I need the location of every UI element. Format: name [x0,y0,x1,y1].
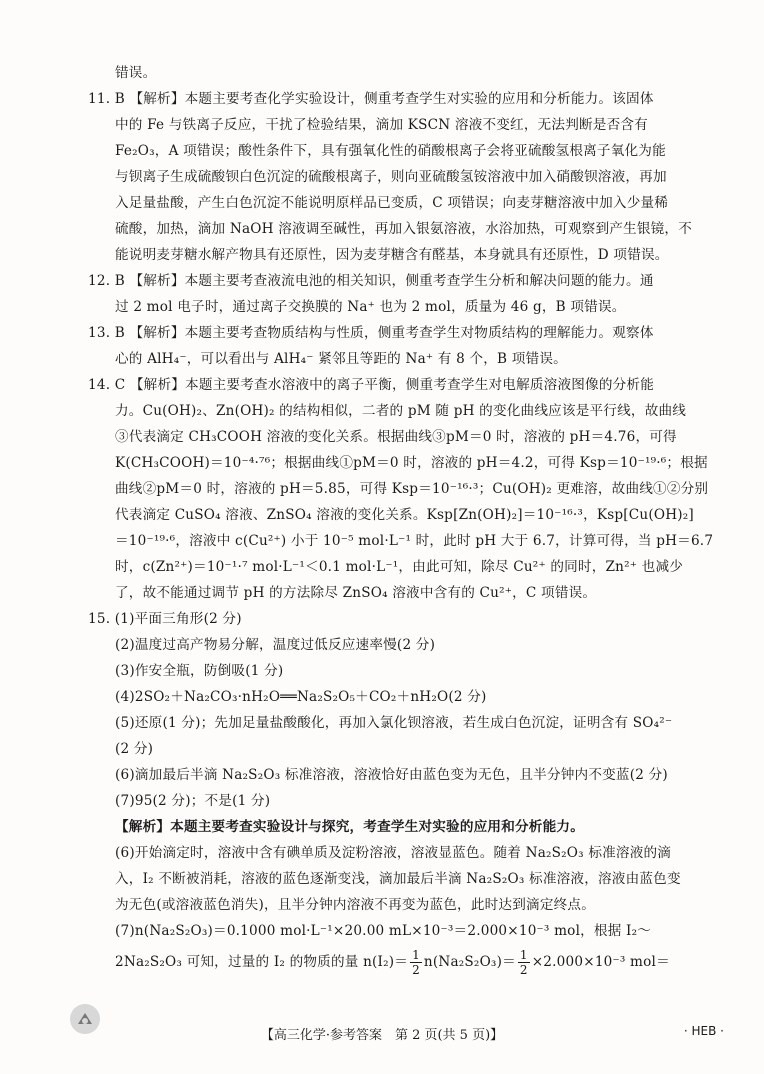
analysis-6: (6)开始滴定时，溶液中含有碘单质及淀粉溶液，溶液显蓝色。随着 Na₂S₂O₃ 标准溶液的滴 [115,845,672,861]
text-line: 为无色(或溶液蓝色消失)，且半分钟内溶液不再变为蓝色，此时达到滴定终点。 [115,897,595,913]
text-line: 能说明麦芽糖水解产物具有还原性，因为麦芽糖含有醛基，本身就具有还原性，D 项错误。 [115,247,669,263]
text-line: 力。Cu(OH)₂、Zn(OH)₂ 的结构相似，二者的 pM 随 pH 的变化曲线应该是平行线，故曲线 [115,403,687,419]
text-line: 入，I₂ 不断被消耗，溶液的蓝色逐渐变浅，滴加最后半滴 Na₂S₂O₃ 标准溶液，溶液由蓝色变 [115,871,681,887]
fraction-denominator: 2 [412,963,420,977]
text-line-fraction [88,944,726,980]
footer-page-info: 【高三化学·参考答案 第 2 页(共 5 页)】 [260,1028,504,1043]
fraction-denominator: 2 [519,963,528,977]
text-line: K(CH₃COOH)＝10⁻⁴·⁷⁶；根据曲线①pM＝0 时，溶液的 pH＝4.2，可得 Ksp＝10⁻¹⁹·⁶；根据 [115,455,708,471]
answer-15: 15. (1)平面三角形(2 分) [88,611,242,627]
text-line: 过 2 mol 电子时，通过离子交换膜的 Na⁺ 也为 2 mol，质量为 46 g，B 项错误。 [115,299,626,315]
text-segment: ×2.000×10⁻³ mol＝ [531,954,670,970]
text-line: 入足量盐酸，产生白色沉淀不能说明原样品已变质，C 项错误；向麦芽糖溶液中加入少量稀 [115,195,669,211]
text-line: ③代表滴定 CH₃COOH 溶液的变化关系。根据曲线③pM＝0 时，溶液的 pH＝4.76，可得 [115,429,677,445]
answer-15-5: (5)还原(1 分)；先加足量盐酸酸化，再加入氯化钡溶液，若生成白色沉淀，证明含有 SO₄²⁻ [115,715,673,731]
text-line: 了，故不能通过调节 pH 的方法除尽 ZnSO₄ 溶液中含有的 Cu²⁺，C 项错误。 [115,585,597,601]
answer-11: 11. B 【解析】本题主要考查化学实验设计，侧重考查学生对实验的应用和分析能力。该固体 [88,91,654,107]
fraction-numerator: 1 [412,948,420,962]
analysis-heading: 【解析】本题主要考查实验设计与探究，考查学生对实验的应用和分析能力。 [115,819,584,835]
text-line: 代表滴定 CuSO₄ 溶液、ZnSO₄ 溶液的变化关系。Ksp[Zn(OH)₂]＝10⁻¹⁶·³，Ksp[Cu(OH)₂] [115,507,694,523]
text-line: (2 分) [115,741,154,757]
answer-12: 12. B 【解析】本题主要考查液流电池的相关知识，侧重考查学生分析和解决问题的能力。通 [88,273,654,289]
text-line: 曲线②pM＝0 时，溶液的 pH＝5.85，可得 Ksp＝10⁻¹⁶·³；Cu(OH)₂ 更难溶，故曲线①②分别 [115,481,709,497]
answer-15-2: (2)温度过高产物易分解，温度过低反应速率慢(2 分) [115,637,436,653]
answer-15-3: (3)作安全瓶，防倒吸(1 分) [115,663,284,679]
page-footer [0,1018,764,1048]
answer-15-6: (6)滴加最后半滴 Na₂S₂O₃ 标准溶液，溶液恰好由蓝色变为无色，且半分钟内不变蓝(2 分) [115,767,668,783]
text-line: 错误。 [115,65,157,81]
text-segment: 2Na₂S₂O₃ 可知，过量的 I₂ 的物质的量 n(I₂)＝ [115,954,409,970]
text-line: ＝10⁻¹⁹·⁶，溶液中 c(Cu²⁺) 小于 10⁻⁵ mol·L⁻¹ 时，此时 pH 大于 6.7，计算可得，当 pH＝6.7 [115,533,714,549]
answer-15-4: (4)2SO₂＋Na₂CO₃·nH₂O══Na₂S₂O₅＋CO₂＋nH₂O(2 分) [115,689,487,705]
text-line: 与钡离子生成硫酸钡白色沉淀的硫酸根离子，则向亚硫酸氢铵溶液中加入硝酸钡溶液，再加 [115,169,667,185]
answer-content [88,60,726,980]
footer-code: · HEB · [683,1024,724,1038]
text-line: 心的 AlH₄⁻，可以看出与 AlH₄⁻ 紧邻且等距的 Na⁺ 有 8 个，B 项错误。 [115,351,567,367]
answer-14: 14. C 【解析】本题主要考查水溶液中的离子平衡，侧重考查学生对电解质溶液图像的分析能 [88,377,655,393]
answer-15-7: (7)95(2 分)；不是(1 分) [115,793,271,809]
analysis-7: (7)n(Na₂S₂O₃)＝0.1000 mol·L⁻¹×20.00 mL×10⁻³＝2.000×10⁻³ mol，根据 I₂～ [115,923,652,939]
text-line: 硫酸，加热，滴加 NaOH 溶液调至碱性，再加入银氨溶液，水浴加热，可观察到产生银镜，不 [115,221,692,237]
text-segment: n(Na₂S₂O₃)＝ [423,954,516,970]
answer-13: 13. B 【解析】本题主要考查物质结构与性质，侧重考查学生对物质结构的理解能力。观察体 [88,325,654,341]
fraction [410,948,422,977]
fraction-numerator: 1 [519,948,528,962]
fraction [518,948,530,977]
text-line: 中的 Fe 与铁离子反应，干扰了检验结果，滴加 KSCN 溶液不变红，无法判断是否含有 [115,117,648,133]
text-line: Fe₂O₃，A 项错误；酸性条件下，具有强氧化性的硝酸根离子会将亚硫酸氢根离子氧化为能 [115,143,666,159]
text-line: 时，c(Zn²⁺)＝10⁻¹·⁷ mol·L⁻¹＜0.1 mol·L⁻¹，由此可知，除尽 Cu²⁺ 的同时，Zn²⁺ 也减少 [115,559,684,575]
